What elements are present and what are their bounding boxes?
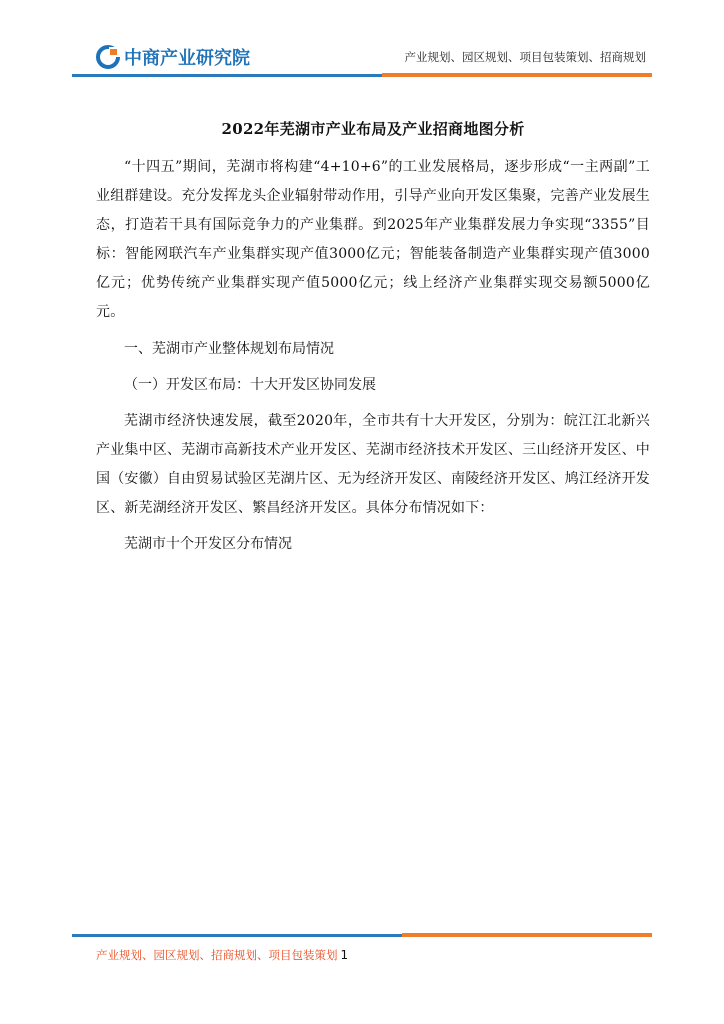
page-header — [0, 0, 724, 90]
section-heading: 一、芜湖市产业整体规划布局情况 — [124, 341, 334, 357]
company-logo — [96, 44, 250, 70]
intro-paragraph: “十四五”期间，芜湖市将构建“4+10+6”的工业发展格局，逐步形成“一主两副”工业组群建设。充分发挥龙头企业辐射带动作用，引导产业向开发区集聚，完善产业发展生态，打造若干具有国际竞争力的产业集群。到2025年产业集群发展力争实现“3355”目标：智能网联汽车产业集群实现产值3000亿元；智能装备制造产业集群实现产值3000亿元；优势传统产业集群实现产值5000亿元；线上经济产业集群实现交易额5000亿元。 — [96, 159, 650, 320]
header-tagline: 产业规划、园区规划、项目包装策划、招商规划 — [404, 50, 646, 64]
figure-caption: 芜湖市十个开发区分布情况 — [124, 536, 292, 552]
logo-text: 中商产业研究院 — [124, 48, 250, 69]
header-rule-blue — [72, 74, 382, 77]
development-zones-paragraph: 芜湖市经济快速发展，截至2020年，全市共有十大开发区，分别为：皖江江北新兴产业集中区、芜湖市高新技术产业开发区、芜湖市经济技术开发区、三山经济开发区、中国（安徽）自由贸易试验区芜湖片区、无为经济开发区、南陵经济开发区、鸠江经济开发区、新芜湖经济开发区、繁昌经济开发区。具体分布情况如下： — [96, 413, 650, 516]
footer-services: 产业规划、园区规划、招商规划、项目包装策划 — [96, 948, 338, 962]
page-footer — [0, 920, 724, 980]
footer-rule-blue — [72, 934, 402, 937]
header-rule-orange — [382, 73, 652, 77]
page-number: 1 — [340, 948, 349, 962]
footer-rule-orange — [402, 933, 652, 937]
subsection-heading: （一）开发区布局：十大开发区协同发展 — [124, 377, 376, 393]
logo-icon — [96, 45, 120, 69]
document-body — [96, 118, 650, 559]
document-title: 2022年芜湖市产业布局及产业招商地图分析 — [221, 120, 525, 138]
footer-text — [96, 947, 348, 963]
